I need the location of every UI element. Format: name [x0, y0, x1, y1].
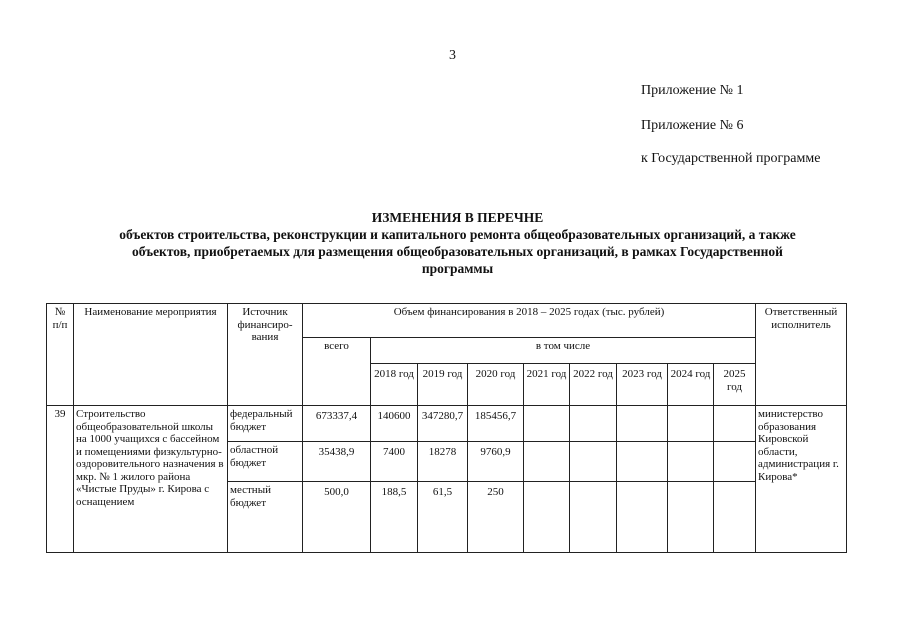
- y2022-federal: [570, 406, 617, 442]
- y2019-local: 61,5: [418, 482, 468, 553]
- y2022-local: [570, 482, 617, 553]
- header-year-2019: 2019 год: [418, 364, 468, 406]
- page-number: 3: [449, 48, 456, 63]
- y2020-local: 250: [468, 482, 524, 553]
- header-year-2020: 2020 год: [468, 364, 524, 406]
- title-heading: ИЗМЕНЕНИЯ В ПЕРЕЧНЕ: [371, 210, 544, 225]
- y2018-local: 188,5: [371, 482, 418, 553]
- row-name: Строительство общеобразовательной школы на 1000 учащихся с бассейном и помещениями физкультурно-оздоровительного назначения в мкр. № 1 жилого района «Чистые Пруды» г. Кирова с оснащением: [74, 406, 228, 553]
- header-funding: Объем финансирования в 2018 – 2025 годах (тыс. рублей): [303, 304, 756, 338]
- source-local: местный бюджет: [228, 482, 303, 553]
- header-year-2018: 2018 год: [371, 364, 418, 406]
- document-title: [60, 209, 855, 277]
- header-responsible: Ответственный исполнитель: [756, 304, 847, 406]
- y2021-federal: [524, 406, 570, 442]
- header-total: всего: [303, 338, 371, 406]
- total-regional: 35438,9: [303, 442, 371, 482]
- header-year-2025: 2025 год: [714, 364, 756, 406]
- y2025-federal: [714, 406, 756, 442]
- y2022-regional: [570, 442, 617, 482]
- header-including: в том числе: [371, 338, 756, 364]
- y2025-local: [714, 482, 756, 553]
- y2023-local: [617, 482, 668, 553]
- funding-table: [46, 303, 847, 553]
- y2018-federal: 140600: [371, 406, 418, 442]
- total-local: 500,0: [303, 482, 371, 553]
- row-num: 39: [47, 406, 74, 553]
- y2025-regional: [714, 442, 756, 482]
- appendix-program-ref: к Государственной программе: [641, 151, 821, 166]
- y2024-regional: [668, 442, 714, 482]
- header-year-2022: 2022 год: [570, 364, 617, 406]
- header-year-2024: 2024 год: [668, 364, 714, 406]
- y2019-federal: 347280,7: [418, 406, 468, 442]
- source-federal: федеральный бюджет: [228, 406, 303, 442]
- source-regional: областной бюджет: [228, 442, 303, 482]
- title-line-3: объектов, приобретаемых для размещения общеобразовательных организаций, в рамках Государственной: [132, 244, 783, 259]
- title-line-2: объектов строительства, реконструкции и капитального ремонта общеобразовательных организаций, а также: [119, 227, 796, 242]
- title-line-4: программы: [421, 261, 494, 276]
- y2023-federal: [617, 406, 668, 442]
- header-num: № п/п: [47, 304, 74, 406]
- y2024-federal: [668, 406, 714, 442]
- row-responsible: министерство образования Кировской области, администрация г. Кирова*: [756, 406, 847, 553]
- header-year-2021: 2021 год: [524, 364, 570, 406]
- y2023-regional: [617, 442, 668, 482]
- y2018-regional: 7400: [371, 442, 418, 482]
- y2020-regional: 9760,9: [468, 442, 524, 482]
- appendix-label-1: Приложение № 1: [641, 83, 744, 98]
- appendix-label-6: Приложение № 6: [641, 118, 744, 133]
- table-row: [47, 406, 847, 442]
- header-year-2023: 2023 год: [617, 364, 668, 406]
- total-federal: 673337,4: [303, 406, 371, 442]
- y2024-local: [668, 482, 714, 553]
- header-name: Наименование мероприятия: [74, 304, 228, 406]
- y2021-local: [524, 482, 570, 553]
- y2019-regional: 18278: [418, 442, 468, 482]
- y2020-federal: 185456,7: [468, 406, 524, 442]
- y2021-regional: [524, 442, 570, 482]
- header-source: Источник финансиро-вания: [228, 304, 303, 406]
